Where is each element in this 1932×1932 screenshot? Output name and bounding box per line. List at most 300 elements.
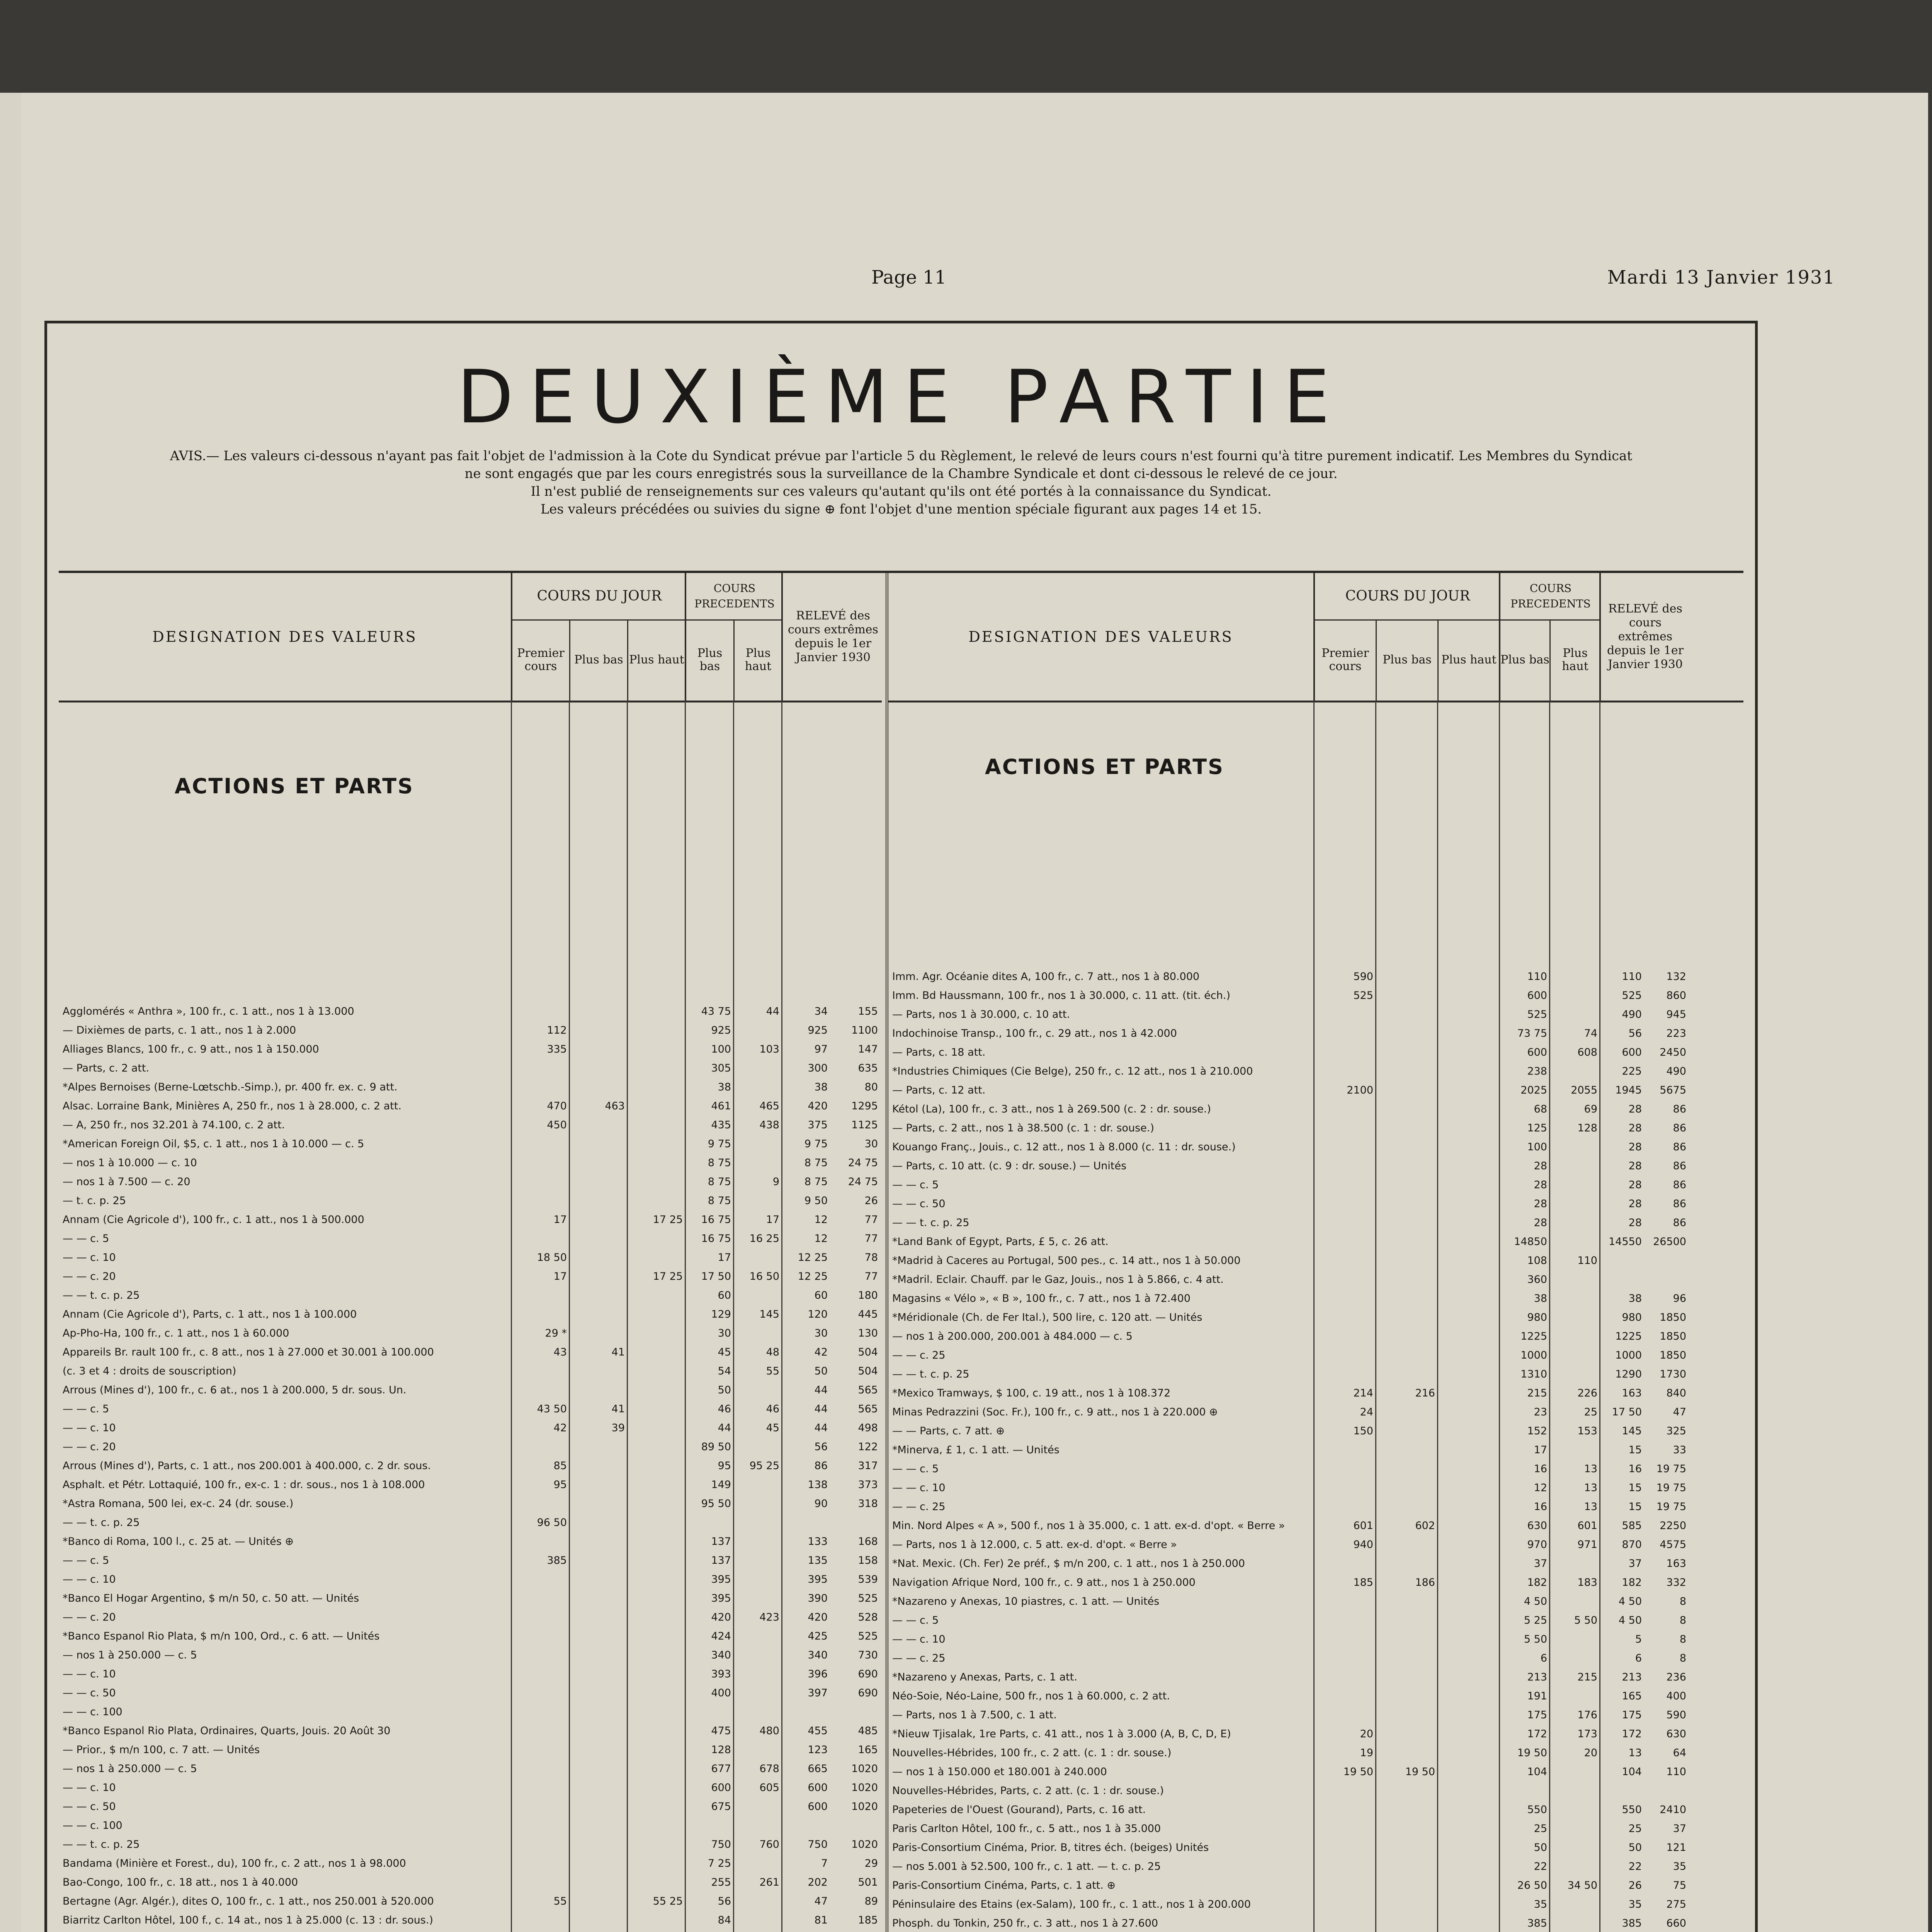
prec-plus-haut-value [1551, 1156, 1597, 1175]
releve-haut-value: 19 75 [1656, 1482, 1686, 1494]
prec-plus-bas-value: 213 [1527, 1671, 1547, 1683]
releve-bas-value: 38 [1628, 1293, 1642, 1304]
table-row [888, 1384, 1743, 1403]
table-row [888, 1838, 1743, 1857]
plus-haut-value [629, 1078, 683, 1097]
table-row [59, 1116, 882, 1134]
security-name: — — c. 5 [63, 1233, 109, 1245]
releve-bas-value: 22 [1628, 1861, 1642, 1872]
releve-haut-value: 163 [1666, 1558, 1686, 1570]
prec-plus-haut-value [1551, 1270, 1597, 1289]
premier-cours-value [1315, 1289, 1373, 1308]
premier-cours-value [1315, 1327, 1373, 1346]
prec-plus-bas-value: 30 [718, 1327, 731, 1339]
plus-bas-value [1377, 1535, 1435, 1554]
premier-cours-value [1315, 1138, 1373, 1156]
table-row [59, 1172, 882, 1191]
table-row [59, 1305, 882, 1324]
releve-bas-value: 110 [1622, 971, 1642, 983]
prec-plus-bas-value: 16 [1534, 1501, 1547, 1513]
prec-plus-haut-value: 16 25 [749, 1233, 779, 1245]
releve-bas-value: 172 [1622, 1728, 1642, 1740]
releve-bas-value: 123 [808, 1744, 828, 1756]
prec-plus-haut-value [1551, 1308, 1597, 1327]
releve-haut-value: 2410 [1660, 1804, 1686, 1816]
prec-plus-haut-value [1551, 1232, 1597, 1251]
table-row [59, 1210, 882, 1229]
releve-haut-value: 121 [1666, 1842, 1686, 1854]
plus-bas-value [1377, 1743, 1435, 1762]
prec-plus-bas-value: 925 [711, 1024, 731, 1036]
releve-bas-value: 12 25 [798, 1252, 828, 1264]
table-row [59, 1778, 882, 1797]
plus-bas-value [571, 1873, 625, 1892]
prec-plus-haut-value [735, 1532, 779, 1551]
plus-bas-value [571, 1721, 625, 1740]
releve-bas-value: 28 [1628, 1179, 1642, 1191]
table-row [888, 1327, 1743, 1346]
security-name: Annam (Cie Agricole d'), 100 fr., c. 1 att., nos 1 à 500.000 [63, 1214, 364, 1226]
plus-haut-value [1439, 1081, 1497, 1100]
premier-cours-value [513, 1816, 567, 1835]
plus-haut-value [1439, 1289, 1497, 1308]
releve-bas-value [783, 1513, 828, 1532]
security-name: *Nazareno y Anexas, 10 piastres, c. 1 att. — Unités [892, 1595, 1160, 1607]
releve-bas-value: 44 [814, 1384, 828, 1396]
premier-cours-value [1315, 1592, 1373, 1611]
plus-bas-value [1377, 1895, 1435, 1914]
releve-bas-value: 145 [1622, 1425, 1642, 1437]
premier-cours-value [1315, 1156, 1373, 1175]
plus-bas-value [571, 1229, 625, 1248]
table-row [888, 1497, 1743, 1516]
prec-plus-bas-value: 1000 [1520, 1349, 1547, 1361]
prec-plus-haut-value [735, 1134, 779, 1153]
prec-plus-bas-value: 1310 [1520, 1368, 1547, 1380]
plus-haut-value [629, 1437, 683, 1456]
prec-plus-bas-value: 8 75 [707, 1157, 731, 1169]
plus-haut-value [629, 1021, 683, 1040]
table-row [888, 1573, 1743, 1592]
plus-bas-value: 463 [605, 1100, 625, 1112]
releve-bas-value: 600 [1622, 1046, 1642, 1058]
plus-bas-value [571, 1002, 625, 1021]
plus-haut-value [1439, 1327, 1497, 1346]
prec-plus-haut-value [735, 1078, 779, 1097]
prec-plus-bas-value: 9 75 [707, 1138, 731, 1150]
premier-cours-value [513, 1721, 567, 1740]
releve-bas-value: 665 [808, 1763, 828, 1775]
releve-haut-value: 400 [1666, 1690, 1686, 1702]
prec-plus-haut-value: 438 [759, 1119, 779, 1131]
plus-bas-value [1377, 1232, 1435, 1251]
premier-cours-value [1315, 1876, 1373, 1895]
table-row [888, 1024, 1743, 1043]
prec-plus-haut-value [1551, 967, 1597, 986]
security-name: — nos 1 à 150.000 et 180.001 à 240.000 [892, 1766, 1107, 1778]
security-name: — — c. 5 [892, 1463, 939, 1475]
releve-bas-value: 120 [808, 1308, 828, 1320]
table-row [888, 1800, 1743, 1819]
releve-haut-value: 86 [1673, 1122, 1686, 1134]
plus-haut-value [629, 1002, 683, 1021]
releve-bas-value: 90 [814, 1498, 828, 1510]
table-row [59, 1324, 882, 1343]
prec-plus-bas-value: 38 [718, 1081, 731, 1093]
premier-cours-value [513, 1873, 567, 1892]
premier-cours-value [513, 1665, 567, 1684]
prec-plus-haut-value [1551, 1895, 1597, 1914]
plus-bas-value [1377, 1611, 1435, 1630]
premier-cours-value [513, 1362, 567, 1381]
premier-cours-value [1315, 1630, 1373, 1649]
security-name: Paris-Consortium Cinéma, Parts, c. 1 att. ⊕ [892, 1879, 1116, 1891]
premier-cours-value [513, 1494, 567, 1513]
premier-cours-value [1315, 1062, 1373, 1081]
prec-plus-haut-value [1551, 1440, 1597, 1459]
premier-cours-value: 17 [553, 1270, 567, 1282]
security-name: — — c. 10 [63, 1573, 116, 1585]
section-title: ACTIONS ET PARTS [175, 774, 414, 798]
right-rows [888, 967, 1743, 1932]
releve-haut-value: 485 [858, 1725, 878, 1737]
table-row [888, 1062, 1743, 1081]
plus-haut-value [1439, 1857, 1497, 1876]
plus-haut-value [629, 1911, 683, 1930]
releve-haut-value: 77 [864, 1233, 878, 1245]
plus-bas-value [571, 1494, 625, 1513]
releve-haut-value: 2450 [1660, 1046, 1686, 1058]
prec-plus-haut-value [735, 1740, 779, 1759]
prec-plus-bas-value: 17 50 [701, 1270, 731, 1282]
plus-bas-value [1377, 1819, 1435, 1838]
table-row [888, 1422, 1743, 1440]
plus-haut-value [629, 1721, 683, 1740]
plus-bas-value [1377, 1725, 1435, 1743]
plus-bas-value [571, 1248, 625, 1267]
premier-cours-value [1315, 1365, 1373, 1384]
table-row [888, 1762, 1743, 1781]
prec-plus-haut-value [1551, 1194, 1597, 1213]
left-rows [59, 1002, 882, 1932]
premier-cours-value: 55 [553, 1895, 567, 1907]
releve-bas-value: 13 [1628, 1747, 1642, 1759]
releve-haut-value: 30 [864, 1138, 878, 1150]
prec-plus-bas-value: 17 [1534, 1444, 1547, 1456]
prec-plus-bas-value: 137 [711, 1536, 731, 1548]
prec-plus-haut-value [735, 1324, 779, 1343]
plus-bas-value [1377, 1327, 1435, 1346]
plus-bas-value [571, 1021, 625, 1040]
plus-bas-value [571, 1172, 625, 1191]
security-name: *Banco di Roma, 100 l., c. 25 at. — Unités ⊕ [63, 1536, 294, 1548]
prec-plus-haut-value: 183 [1577, 1577, 1597, 1588]
security-name: Alliages Blancs, 100 fr., c. 9 att., nos 1 à 150.000 [63, 1043, 319, 1055]
releve-bas-value: 425 [808, 1630, 828, 1642]
releve-header: RELEVÉ des cours extrêmes depuis le 1er Janvier 1930 [1599, 573, 1690, 701]
prec-plus-bas-value: 50 [718, 1384, 731, 1396]
releve-haut-value: 525 [858, 1592, 878, 1604]
table-row [59, 1286, 882, 1305]
premier-cours-value [1315, 1857, 1373, 1876]
releve-haut-value: 1020 [851, 1838, 878, 1850]
premier-cours-value [513, 1930, 567, 1932]
releve-bas-value: 44 [814, 1422, 828, 1434]
prec-plus-haut-value [735, 1797, 779, 1816]
security-name: Alsac. Lorraine Bank, Minières A, 250 fr., nos 1 à 28.000, c. 2 att. [63, 1100, 402, 1112]
releve-haut-value: 47 [1673, 1406, 1686, 1418]
table-row [59, 1021, 882, 1040]
plus-haut-header: Plus haut [1441, 653, 1497, 667]
security-name: *Industries Chimiques (Cie Belge), 250 fr., c. 12 att., nos 1 à 210.000 [892, 1065, 1253, 1077]
plus-haut-value [629, 1759, 683, 1778]
prec-plus-haut-value [1551, 1365, 1597, 1384]
prec-plus-bas-value: 600 [711, 1782, 731, 1794]
premier-cours-value [513, 1627, 567, 1646]
plus-bas-value [1377, 986, 1435, 1005]
table-row [888, 986, 1743, 1005]
releve-haut-value: 1850 [1660, 1349, 1686, 1361]
releve-bas-value: 28 [1628, 1122, 1642, 1134]
security-name: — Dixièmes de parts, c. 1 att., nos 1 à 2.000 [63, 1024, 296, 1036]
premier-cours-value [513, 1797, 567, 1816]
releve-haut-value: 525 [858, 1630, 878, 1642]
table-row [888, 1630, 1743, 1649]
prec-plus-haut-value: 20 [1584, 1747, 1597, 1759]
premier-cours-value: 42 [553, 1422, 567, 1434]
plus-bas-value: 186 [1415, 1577, 1435, 1588]
premier-cours-value [513, 1740, 567, 1759]
premier-cours-value [1315, 1478, 1373, 1497]
security-name: — — c. 10 [892, 1482, 946, 1494]
prec-plus-haut-value: 145 [759, 1308, 779, 1320]
security-name: Nouvelles-Hébrides, 100 fr., c. 2 att. (c. 1 : dr. souse.) [892, 1747, 1172, 1759]
prec-plus-haut-value [735, 1911, 779, 1930]
table-row [59, 1854, 882, 1873]
plus-haut-value [1439, 1270, 1497, 1289]
plus-haut-value [629, 1627, 683, 1646]
plus-haut-value [629, 1873, 683, 1892]
prec-plus-haut-value [735, 1665, 779, 1684]
table-row [888, 1706, 1743, 1725]
releve-haut-value: 158 [858, 1554, 878, 1566]
plus-bas-value [571, 1191, 625, 1210]
plus-haut-value [1439, 1668, 1497, 1687]
releve-haut-value: 155 [858, 1005, 878, 1017]
security-name: — — t. c. p. 25 [63, 1289, 140, 1301]
table-row [59, 1835, 882, 1854]
table-row [59, 1816, 882, 1835]
releve-header: RELEVÉ des cours extrêmes depuis le 1er Janvier 1930 [781, 573, 883, 701]
table-row [59, 1721, 882, 1740]
plus-haut-value [629, 1930, 683, 1932]
prec-plus-haut-value [735, 1191, 779, 1210]
table-row [59, 1589, 882, 1608]
table-row [59, 1892, 882, 1911]
security-name: *Nat. Mexic. (Ch. Fer) 2e préf., $ m/n 200, c. 1 att., nos 1 à 250.000 [892, 1558, 1245, 1570]
plus-haut-value [1439, 1365, 1497, 1384]
releve-haut-value: 77 [864, 1270, 878, 1282]
releve-haut-value: 4575 [1660, 1539, 1686, 1551]
releve-bas-value: 86 [814, 1460, 828, 1472]
table-row [59, 1646, 882, 1665]
premier-cours-value [1315, 1687, 1373, 1706]
plus-haut-value [1439, 1384, 1497, 1403]
releve-bas-value: 12 [814, 1214, 828, 1226]
premier-cours-value [513, 1002, 567, 1021]
notice-paragraph [66, 447, 1736, 518]
prec-plus-bas-value: 16 [1534, 1463, 1547, 1475]
table-row [59, 1665, 882, 1684]
plus-bas-value [571, 1437, 625, 1456]
releve-bas-value: 420 [808, 1611, 828, 1623]
plus-bas-value [571, 1513, 625, 1532]
releve-bas-value: 42 [814, 1346, 828, 1358]
prec-plus-bas-value: 35 [1534, 1898, 1547, 1910]
prec-plus-haut-value: 17 [766, 1214, 779, 1226]
releve-bas-value: 340 [808, 1649, 828, 1661]
table-row [888, 1346, 1743, 1365]
plus-haut-value [1439, 1422, 1497, 1440]
releve-bas-value: 12 25 [798, 1270, 828, 1282]
security-name: Min. Nord Alpes « A », 500 f., nos 1 à 35.000, c. 1 att. ex-d. d'opt. « Berre » [892, 1520, 1285, 1532]
plus-bas-value [1377, 967, 1435, 986]
plus-haut-value [1439, 1043, 1497, 1062]
prec-plus-haut-value: 173 [1577, 1728, 1597, 1740]
releve-haut-value: 528 [858, 1611, 878, 1623]
plus-bas-value [1377, 1592, 1435, 1611]
premier-cours-value: 24 [1360, 1406, 1373, 1418]
table-row [59, 1702, 882, 1721]
table-row [888, 1535, 1743, 1554]
plus-bas-value [1377, 1081, 1435, 1100]
plus-haut-value [1439, 1743, 1497, 1762]
content-frame [44, 321, 1758, 1932]
plus-haut-value [1439, 1895, 1497, 1914]
plus-haut-value [1439, 1497, 1497, 1516]
prec-plus-bas-value: 28 [1534, 1160, 1547, 1172]
prec-plus-haut-value: 48 [766, 1346, 779, 1358]
plus-haut-value [1439, 1819, 1497, 1838]
plus-bas-value [1377, 1440, 1435, 1459]
prec-plus-haut-value [1551, 1327, 1597, 1346]
table-row [888, 1516, 1743, 1535]
security-name: *Astra Romana, 500 lei, ex-c. 24 (dr. souse.) [63, 1498, 294, 1510]
quotation-tables [59, 571, 1743, 1932]
releve-haut-value [832, 1702, 878, 1721]
plus-bas-value: 19 50 [1405, 1766, 1435, 1778]
prec-plus-bas-value: 16 75 [701, 1214, 731, 1226]
table-row [59, 1097, 882, 1116]
releve-haut-value: 660 [1666, 1917, 1686, 1929]
plus-bas-value [1377, 1478, 1435, 1497]
releve-bas-value: 28 [1628, 1141, 1642, 1153]
table-row [888, 1668, 1743, 1687]
table-row [888, 1119, 1743, 1138]
plus-haut-value [1439, 1100, 1497, 1119]
table-row [888, 1175, 1743, 1194]
plus-haut-value [1439, 1781, 1497, 1800]
releve-bas-value: 870 [1622, 1539, 1642, 1551]
plus-haut-value [1439, 1251, 1497, 1270]
releve-bas-value: 585 [1622, 1520, 1642, 1532]
security-name: *Madril. Eclair. Chauff. par le Gaz, Jouis., nos 1 à 5.866, c. 4 att. [892, 1274, 1224, 1286]
prec-plus-haut-value [1551, 1781, 1597, 1800]
security-name: — — c. 25 [892, 1652, 946, 1664]
releve-bas-value: 50 [814, 1365, 828, 1377]
plus-haut-value [629, 1286, 683, 1305]
security-name: — — c. 5 [63, 1554, 109, 1566]
prec-plus-bas-value: 630 [1527, 1520, 1547, 1532]
prec-plus-haut-value [735, 1021, 779, 1040]
premier-cours-value: 385 [547, 1554, 567, 1566]
security-name: *Minerva, £ 1, c. 1 att. — Unités [892, 1444, 1060, 1456]
prec-plus-bas-value: 600 [1527, 990, 1547, 1002]
plus-haut-value [1439, 1119, 1497, 1138]
releve-haut-value: 498 [858, 1422, 878, 1434]
security-name: (c. 3 et 4 : droits de souscription) [63, 1365, 236, 1377]
releve-bas-value: 163 [1622, 1387, 1642, 1399]
plus-haut-value [1439, 1516, 1497, 1535]
premier-cours-value [1315, 1554, 1373, 1573]
column-headers [888, 573, 1743, 702]
premier-cours-value [513, 1286, 567, 1305]
plus-bas-value [571, 1381, 625, 1400]
releve-haut-value: 1020 [851, 1801, 878, 1813]
prec-plus-haut-value: 25 [1584, 1406, 1597, 1418]
table-row [888, 1251, 1743, 1270]
security-name: — — c. 10 [63, 1782, 116, 1794]
plus-bas-value [571, 1210, 625, 1229]
releve-bas-value: 980 [1622, 1311, 1642, 1323]
prec-plus-bas-value: 525 [1527, 1009, 1547, 1020]
security-name: *Banco Espanol Rio Plata, Ordinaires, Quarts, Jouis. 20 Août 30 [63, 1725, 391, 1737]
premier-cours-value [1315, 1440, 1373, 1459]
releve-bas-value: 50 [1628, 1842, 1642, 1854]
prec-plus-bas-value: 110 [1527, 971, 1547, 983]
releve-haut-value: 86 [1673, 1160, 1686, 1172]
releve-haut-value: 1020 [851, 1763, 878, 1775]
premier-cours-value [1315, 1895, 1373, 1914]
premier-cours-value [1315, 1819, 1373, 1838]
prec-plus-bas-value: 435 [711, 1119, 731, 1131]
premier-cours-value [1315, 1100, 1373, 1119]
notice-line: Les valeurs précédées ou suivies du signe ⊕ font l'objet d'une mention spéciale figurant aux pages 14 et 15. [540, 502, 1262, 517]
releve-bas-value: 9 50 [804, 1195, 828, 1207]
releve-bas-value: 28 [1628, 1103, 1642, 1115]
releve-bas-value: 37 [1628, 1558, 1642, 1570]
prec-plus-bas-value: 108 [1527, 1255, 1547, 1267]
releve-haut-value: 275 [1666, 1898, 1686, 1910]
plus-bas-value [571, 1362, 625, 1381]
previous-page-edge [0, 93, 23, 1932]
plus-haut-value [1439, 1005, 1497, 1024]
prec-plus-bas-value: 393 [711, 1668, 731, 1680]
plus-bas-value [1377, 1838, 1435, 1857]
premier-cours-value [1315, 1175, 1373, 1194]
plus-bas-value [1377, 1062, 1435, 1081]
plus-haut-value [629, 1172, 683, 1191]
plus-haut-value: 17 25 [653, 1214, 683, 1226]
prec-plus-haut-value: 480 [759, 1725, 779, 1737]
table-row [59, 1873, 882, 1892]
plus-haut-value [629, 1400, 683, 1418]
prec-plus-bas-value [687, 1816, 731, 1835]
releve-bas-value: 8 75 [804, 1157, 828, 1169]
releve-bas-value: 390 [808, 1592, 828, 1604]
prec-plus-bas-value: 23 [1534, 1406, 1547, 1418]
table-row [59, 1059, 882, 1078]
